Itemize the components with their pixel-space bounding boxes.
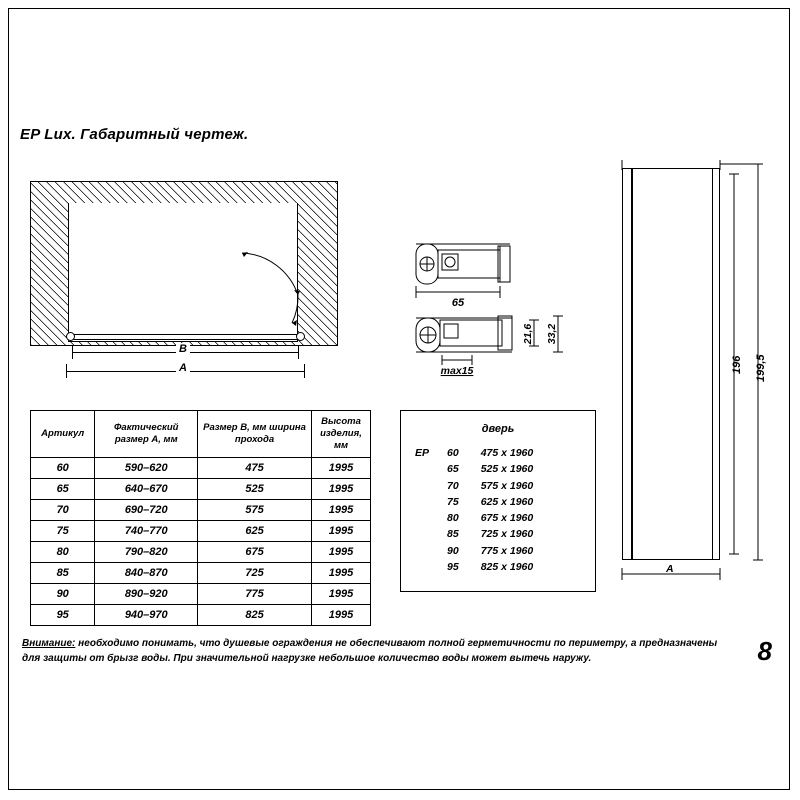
cell-size-a: 790–820 [95,541,198,562]
door-row [447,543,595,559]
cell-article: 85 [31,562,95,583]
cell-size-b: 525 [198,478,312,499]
cell-size-b: 775 [198,583,312,604]
page-number: 8 [757,636,772,666]
cell-height: 1995 [311,604,370,625]
cell-height: 1995 [311,562,370,583]
cell-article: 75 [31,520,95,541]
table-row [31,520,371,541]
table-row [31,499,371,520]
door-size: 725 x 1960 [480,528,534,541]
door-code: 80 [447,512,459,525]
cell-size-a: 590–620 [95,457,198,478]
profile-sections [398,230,618,390]
door-swing-arc [30,175,340,370]
door-code: 65 [447,463,459,476]
table-row [31,583,371,604]
door-size: 825 x 1960 [480,560,534,573]
door-code: 90 [447,544,459,557]
th-size-b: Размер В, мм ширина прохода [198,411,312,458]
table-row [31,604,371,625]
door-code: 60 [447,447,459,459]
door-size: 775 x 1960 [480,544,534,557]
cell-size-b: 675 [198,541,312,562]
door-size: 525 x 1960 [480,463,534,476]
door-row [447,510,595,526]
door-row [447,559,595,575]
th-height: Высота изделия, мм [311,411,370,458]
footer-note [22,636,722,666]
section-max15: max15 [440,365,474,377]
elev-a-label: A [666,563,674,575]
cell-size-a: 640–670 [95,478,198,499]
elevation-dimensions [612,160,777,580]
cell-article: 80 [31,541,95,562]
table-row [31,541,371,562]
plan-view [30,175,340,374]
door-code: 85 [447,528,459,541]
cell-height: 1995 [311,583,370,604]
door-table-header: дверь [481,423,515,435]
elevation-view [612,160,777,580]
door-code: 70 [447,479,459,492]
dim-b-tick-right [298,345,299,359]
dim-a-tick-right [304,364,305,378]
page-title: EP Lux. Габаритный чертеж. [20,126,249,143]
door-table-prefix: EP [415,447,430,459]
door-table-body [401,445,595,575]
table-header-row [31,411,371,458]
cell-size-b: 475 [198,457,312,478]
table-row [31,457,371,478]
door-code: 75 [447,495,459,508]
cell-height: 1995 [311,520,370,541]
door-row [447,478,595,494]
cell-size-a: 740–770 [95,520,198,541]
cell-size-b: 725 [198,562,312,583]
table-row [31,478,371,499]
cell-height: 1995 [311,499,370,520]
cell-article: 70 [31,499,95,520]
cell-size-a: 840–870 [95,562,198,583]
dim-a-tick-left [66,364,67,378]
elev-196-label: 196 [731,355,743,374]
cell-article: 60 [31,457,95,478]
door-code: 95 [447,560,459,573]
door-size: 475 x 1960 [480,447,534,459]
door-row [447,445,595,461]
cell-article: 65 [31,478,95,499]
door-size: 675 x 1960 [480,512,534,525]
cell-size-b: 825 [198,604,312,625]
elev-199-5-label: 199,5 [755,354,767,382]
th-article: Артикул [31,411,95,458]
spec-table [30,410,371,626]
door-size: 625 x 1960 [480,495,534,508]
section-h-33-2: 33,2 [546,323,558,345]
cell-size-a: 940–970 [95,604,198,625]
door-row [447,494,595,510]
footer-text: необходимо понимать, что душевые ограждения не обеспечивают полной герметичности по периметру, а предназначены для защиты от брызг воды. При значительной нагрузке небольшое количество воды может вытечь наружу. [22,638,718,664]
cell-height: 1995 [311,478,370,499]
cell-height: 1995 [311,457,370,478]
door-row [447,461,595,477]
door-size: 575 x 1960 [480,479,534,492]
dim-a-label: A [176,362,190,374]
table-row [31,562,371,583]
door-row [447,526,595,542]
dim-b-label: B [176,343,190,355]
dim-b-tick-left [72,345,73,359]
cell-article: 90 [31,583,95,604]
door-table [400,410,596,592]
cell-height: 1995 [311,541,370,562]
section-drawings [398,230,618,395]
cell-article: 95 [31,604,95,625]
section-width-65: 65 [451,297,465,309]
cell-size-b: 625 [198,520,312,541]
cell-size-b: 575 [198,499,312,520]
footer-lead: Внимание: [22,638,76,649]
section-h-21-6: 21,6 [522,323,534,345]
th-size-a: Фактический размер А, мм [95,411,198,458]
cell-size-a: 690–720 [95,499,198,520]
cell-size-a: 890–920 [95,583,198,604]
